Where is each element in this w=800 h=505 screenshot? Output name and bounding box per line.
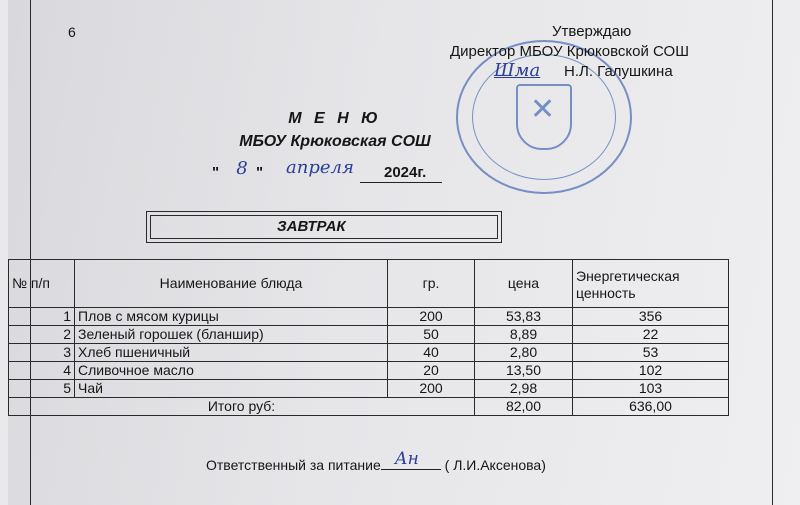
total-row xyxy=(9,398,729,416)
left-margin-line xyxy=(30,0,31,505)
menu-table xyxy=(8,259,729,416)
row-dish: Хлеб пшеничный xyxy=(75,344,388,362)
date-underline xyxy=(360,182,442,183)
row-energy: 22 xyxy=(573,326,729,344)
date-quote-open: " xyxy=(212,164,220,181)
row-price: 8,89 xyxy=(475,326,573,344)
row-dish: Чай xyxy=(75,380,388,398)
table-row xyxy=(9,380,729,398)
responsible-signature: Ан xyxy=(394,449,419,469)
row-grams: 20 xyxy=(388,362,475,380)
row-num: 5 xyxy=(9,380,75,398)
school-name: МБОУ Крюковская СОШ xyxy=(239,133,431,150)
meal-label: ЗАВТРАК xyxy=(150,215,498,239)
header-grams: гр. xyxy=(388,260,475,308)
header-price: цена xyxy=(475,260,573,308)
total-price: 82,00 xyxy=(475,398,573,416)
total-energy: 636,00 xyxy=(573,398,729,416)
total-label: Итого руб: xyxy=(9,398,475,416)
row-price: 13,50 xyxy=(475,362,573,380)
header-num: № п/п xyxy=(9,260,75,308)
row-grams: 200 xyxy=(388,380,475,398)
date-day: 8 xyxy=(236,158,248,179)
responsible-line xyxy=(206,449,546,473)
date-quote-close: " xyxy=(256,164,264,181)
page-number: 6 xyxy=(68,24,76,40)
date-year: 2024г. xyxy=(384,164,427,181)
row-dish: Плов с мясом курицы xyxy=(75,308,388,326)
row-num: 3 xyxy=(9,344,75,362)
table-header-row xyxy=(9,260,729,308)
header-name: Наименование блюда xyxy=(75,260,388,308)
responsible-label: Ответственный за питание xyxy=(206,457,381,473)
row-num: 4 xyxy=(9,362,75,380)
approval-heading: Утверждаю xyxy=(552,23,632,40)
row-energy: 53 xyxy=(573,344,729,362)
menu-title xyxy=(200,107,470,153)
approval-director-name: Н.Л. Галушкина xyxy=(564,63,673,80)
row-dish: Зеленый горошек (бланшир) xyxy=(75,326,388,344)
header-energy: Энергетическая ценность xyxy=(573,260,729,308)
row-grams: 200 xyxy=(388,308,475,326)
row-price: 2,98 xyxy=(475,380,573,398)
signature-blank xyxy=(381,449,441,470)
right-margin-line xyxy=(772,0,773,505)
row-energy: 356 xyxy=(573,308,729,326)
responsible-name: ( Л.И.Аксенова) xyxy=(444,457,546,473)
table-row xyxy=(9,308,729,326)
director-signature: Шма xyxy=(494,60,541,81)
row-grams: 50 xyxy=(388,326,475,344)
row-price: 2,80 xyxy=(475,344,573,362)
date-month: апреля xyxy=(286,157,354,178)
row-energy: 102 xyxy=(573,362,729,380)
row-dish: Сливочное масло xyxy=(75,362,388,380)
table-row xyxy=(9,344,729,362)
row-num: 1 xyxy=(9,308,75,326)
coat-of-arms-icon xyxy=(516,84,572,150)
row-energy: 103 xyxy=(573,380,729,398)
row-grams: 40 xyxy=(388,344,475,362)
meal-label-box xyxy=(146,211,502,243)
row-price: 53,83 xyxy=(475,308,573,326)
row-num: 2 xyxy=(9,326,75,344)
table-row xyxy=(9,362,729,380)
menu-heading: М Е Н Ю xyxy=(288,110,382,127)
approval-position: Директор МБОУ Крюковской СОШ xyxy=(450,43,689,60)
table-row xyxy=(9,326,729,344)
